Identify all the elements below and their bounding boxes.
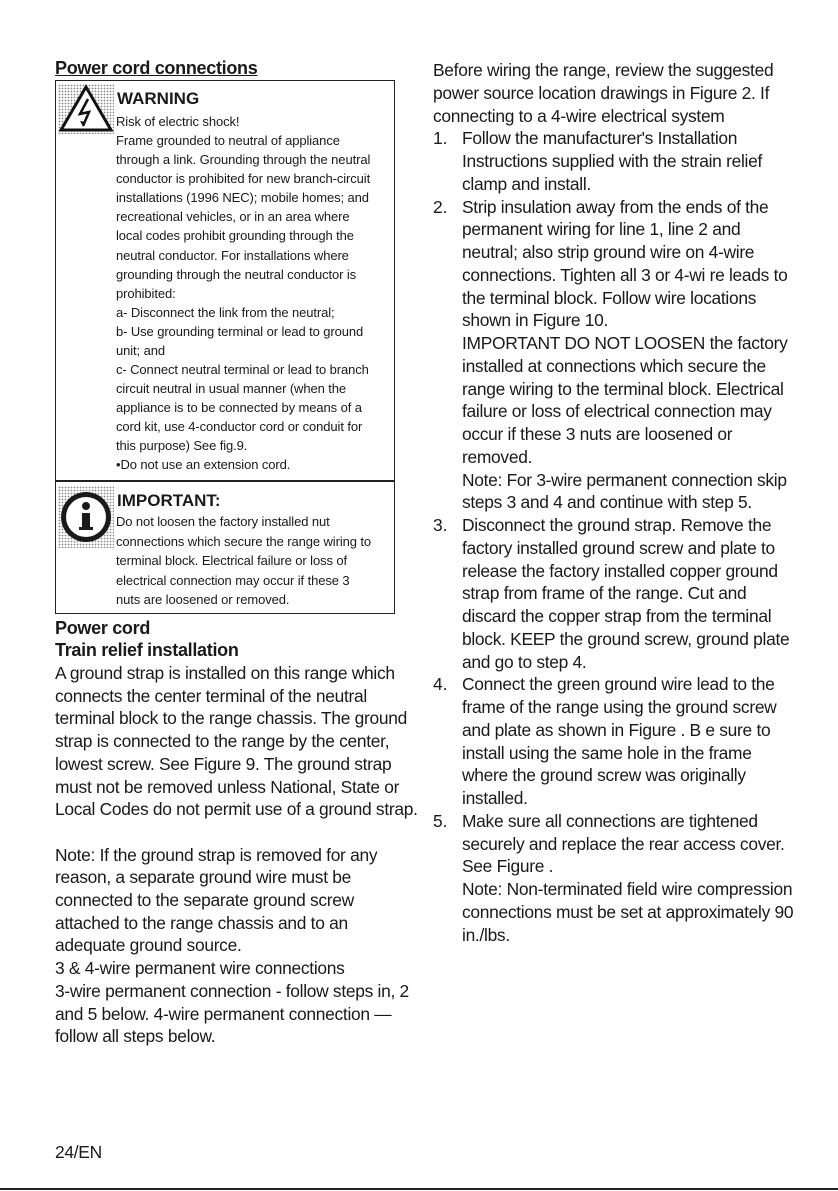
body-line: lowest screw. See Figure 9. The ground strap xyxy=(55,754,392,774)
step-line: neutral; also strip ground wire on 4-wire xyxy=(462,242,755,262)
step-line: clamp and install. xyxy=(462,174,591,194)
electric-shock-warning-icon xyxy=(58,84,114,134)
body-line: attached to the range chassis and to an xyxy=(55,913,348,933)
step-line: the terminal block. Follow wire locations xyxy=(462,288,757,308)
warning-line: a- Disconnect the link from the neutral; xyxy=(116,305,335,320)
step-line: and plate as shown in Figure . B e sure to xyxy=(462,720,771,740)
step-line: strap from frame of the range. Cut and xyxy=(462,583,747,603)
step-line: factory installed ground screw and plate to xyxy=(462,538,775,558)
body-line: 3 & 4-wire permanent wire connections xyxy=(55,958,345,978)
body-line: follow all steps below. xyxy=(55,1026,216,1046)
body-line: Local Codes do not permit use of a ground strap. xyxy=(55,799,418,819)
step-line: connections must be set at approximately 90 xyxy=(462,902,794,922)
step-line: installed. xyxy=(462,788,528,808)
body-line: connected to the separate ground screw xyxy=(55,890,354,910)
warning-line: prohibited: xyxy=(116,286,176,301)
important-line: connections which secure the range wiring to xyxy=(116,534,372,549)
information-icon xyxy=(58,486,114,548)
warning-title: WARNING xyxy=(117,89,200,108)
body-line: Note: If the ground strap is removed for any xyxy=(55,845,378,865)
step-line: Strip insulation away from the ends of the xyxy=(462,197,769,217)
step-line: frame of the range using the ground screw xyxy=(462,697,777,717)
important-line: terminal block. Electrical failure or loss of xyxy=(116,553,348,568)
step-line: steps 3 and 4 and continue with step 5. xyxy=(462,492,752,512)
warning-line: installations (1996 NEC); mobile homes; and xyxy=(116,190,369,205)
step-line: in./lbs. xyxy=(462,925,510,945)
step-number: 2. xyxy=(433,197,448,217)
step-line: See Figure . xyxy=(462,856,554,876)
important-line: electrical connection may occur if these 3 xyxy=(116,573,350,588)
warning-line: appliance is to be connected by means of a xyxy=(116,400,362,415)
body-line: must not be removed unless National, State or xyxy=(55,777,400,797)
step-line: IMPORTANT DO NOT LOOSEN the factory xyxy=(462,333,788,353)
step-line: where the ground screw was originally xyxy=(462,765,746,785)
warning-line: through a link. Grounding through the neutral xyxy=(116,152,371,167)
warning-line: Frame grounded to neutral of appliance xyxy=(116,133,340,148)
step-line: install using the same hole in the frame xyxy=(462,743,752,763)
body-line: strap is connected to the range by the center, xyxy=(55,731,390,751)
warning-line: Risk of electric shock! xyxy=(116,114,240,129)
page-number: 24/EN xyxy=(55,1142,102,1162)
step-line: Note: Non-terminated field wire compression xyxy=(462,879,793,899)
step-line: installed at connections which secure the xyxy=(462,356,766,376)
warning-line: local codes prohibit grounding through the xyxy=(116,228,354,243)
important-line: Do not loosen the factory installed nut xyxy=(116,514,330,529)
step-line: range wiring to the terminal block. Electrical xyxy=(462,379,784,399)
step-line: securely and replace the rear access cover. xyxy=(462,834,785,854)
step-line: Instructions supplied with the strain relief xyxy=(462,151,762,171)
body-line: 3-wire permanent connection - follow steps in, 2 xyxy=(55,981,409,1001)
warning-line: conductor is prohibited for new branch-circuit xyxy=(116,171,371,186)
step-line: block. KEEP the ground screw, ground plate xyxy=(462,629,790,649)
warning-line: recreational vehicles, or in an area where xyxy=(116,209,350,224)
step-line: Note: For 3-wire permanent connection skip xyxy=(462,470,787,490)
step-line: release the factory installed copper ground xyxy=(462,561,778,581)
step-line: shown in Figure 10. xyxy=(462,310,609,330)
step-line: discard the copper strap from the terminal xyxy=(462,606,772,626)
step-line: Make sure all connections are tightened xyxy=(462,811,758,831)
important-line: nuts are loosened or removed. xyxy=(116,592,290,607)
intro-line: Before wiring the range, review the suggested xyxy=(433,60,774,80)
step-line: and go to step 4. xyxy=(462,652,587,672)
body-line: connects the center terminal of the neutral xyxy=(55,686,367,706)
strain-relief-heading: Train relief installation xyxy=(55,640,239,660)
section-title: Power cord connections xyxy=(55,58,258,78)
important-title: IMPORTANT: xyxy=(117,491,221,510)
power-cord-heading: Power cord xyxy=(55,618,151,638)
footer-rule xyxy=(0,1188,838,1190)
step-line: connections. Tighten all 3 or 4-wi re leads to xyxy=(462,265,788,285)
body-line: adequate ground source. xyxy=(55,935,242,955)
warning-line: neutral conductor. For installations where xyxy=(116,248,349,263)
warning-line: circuit neutral in usual manner (when the xyxy=(116,381,347,396)
step-line: removed. xyxy=(462,447,533,467)
step-number: 1. xyxy=(433,128,448,148)
warning-line: c- Connect neutral terminal or lead to branch xyxy=(116,362,369,377)
body-line: and 5 below. 4-wire permanent connection — xyxy=(55,1004,392,1024)
warning-line: b- Use grounding terminal or lead to ground xyxy=(116,324,364,339)
step-number: 4. xyxy=(433,674,448,694)
step-line: failure or loss of electrical connection may xyxy=(462,401,772,421)
intro-line: connecting to a 4-wire electrical system xyxy=(433,106,725,126)
warning-line: cord kit, use 4-conductor cord or conduit for xyxy=(116,419,363,434)
step-line: occur if these 3 nuts are loosened or xyxy=(462,424,733,444)
step-line: permanent wiring for line 1, line 2 and xyxy=(462,219,741,239)
body-line: reason, a separate ground wire must be xyxy=(55,867,352,887)
warning-line: grounding through the neutral conductor is xyxy=(116,267,357,282)
step-line: Disconnect the ground strap. Remove the xyxy=(462,515,772,535)
warning-line: unit; and xyxy=(116,343,165,358)
body-line: A ground strap is installed on this range which xyxy=(55,663,395,683)
intro-line: power source location drawings in Figure 2. If xyxy=(433,83,770,103)
step-number: 5. xyxy=(433,811,448,831)
warning-line: this purpose) See fig.9. xyxy=(116,438,248,453)
body-line: terminal block to the range chassis. The ground xyxy=(55,708,407,728)
step-line: Follow the manufacturer's Installation xyxy=(462,128,738,148)
warning-line: •Do not use an extension cord. xyxy=(116,457,291,472)
step-line: Connect the green ground wire lead to the xyxy=(462,674,775,694)
step-number: 3. xyxy=(433,515,448,535)
